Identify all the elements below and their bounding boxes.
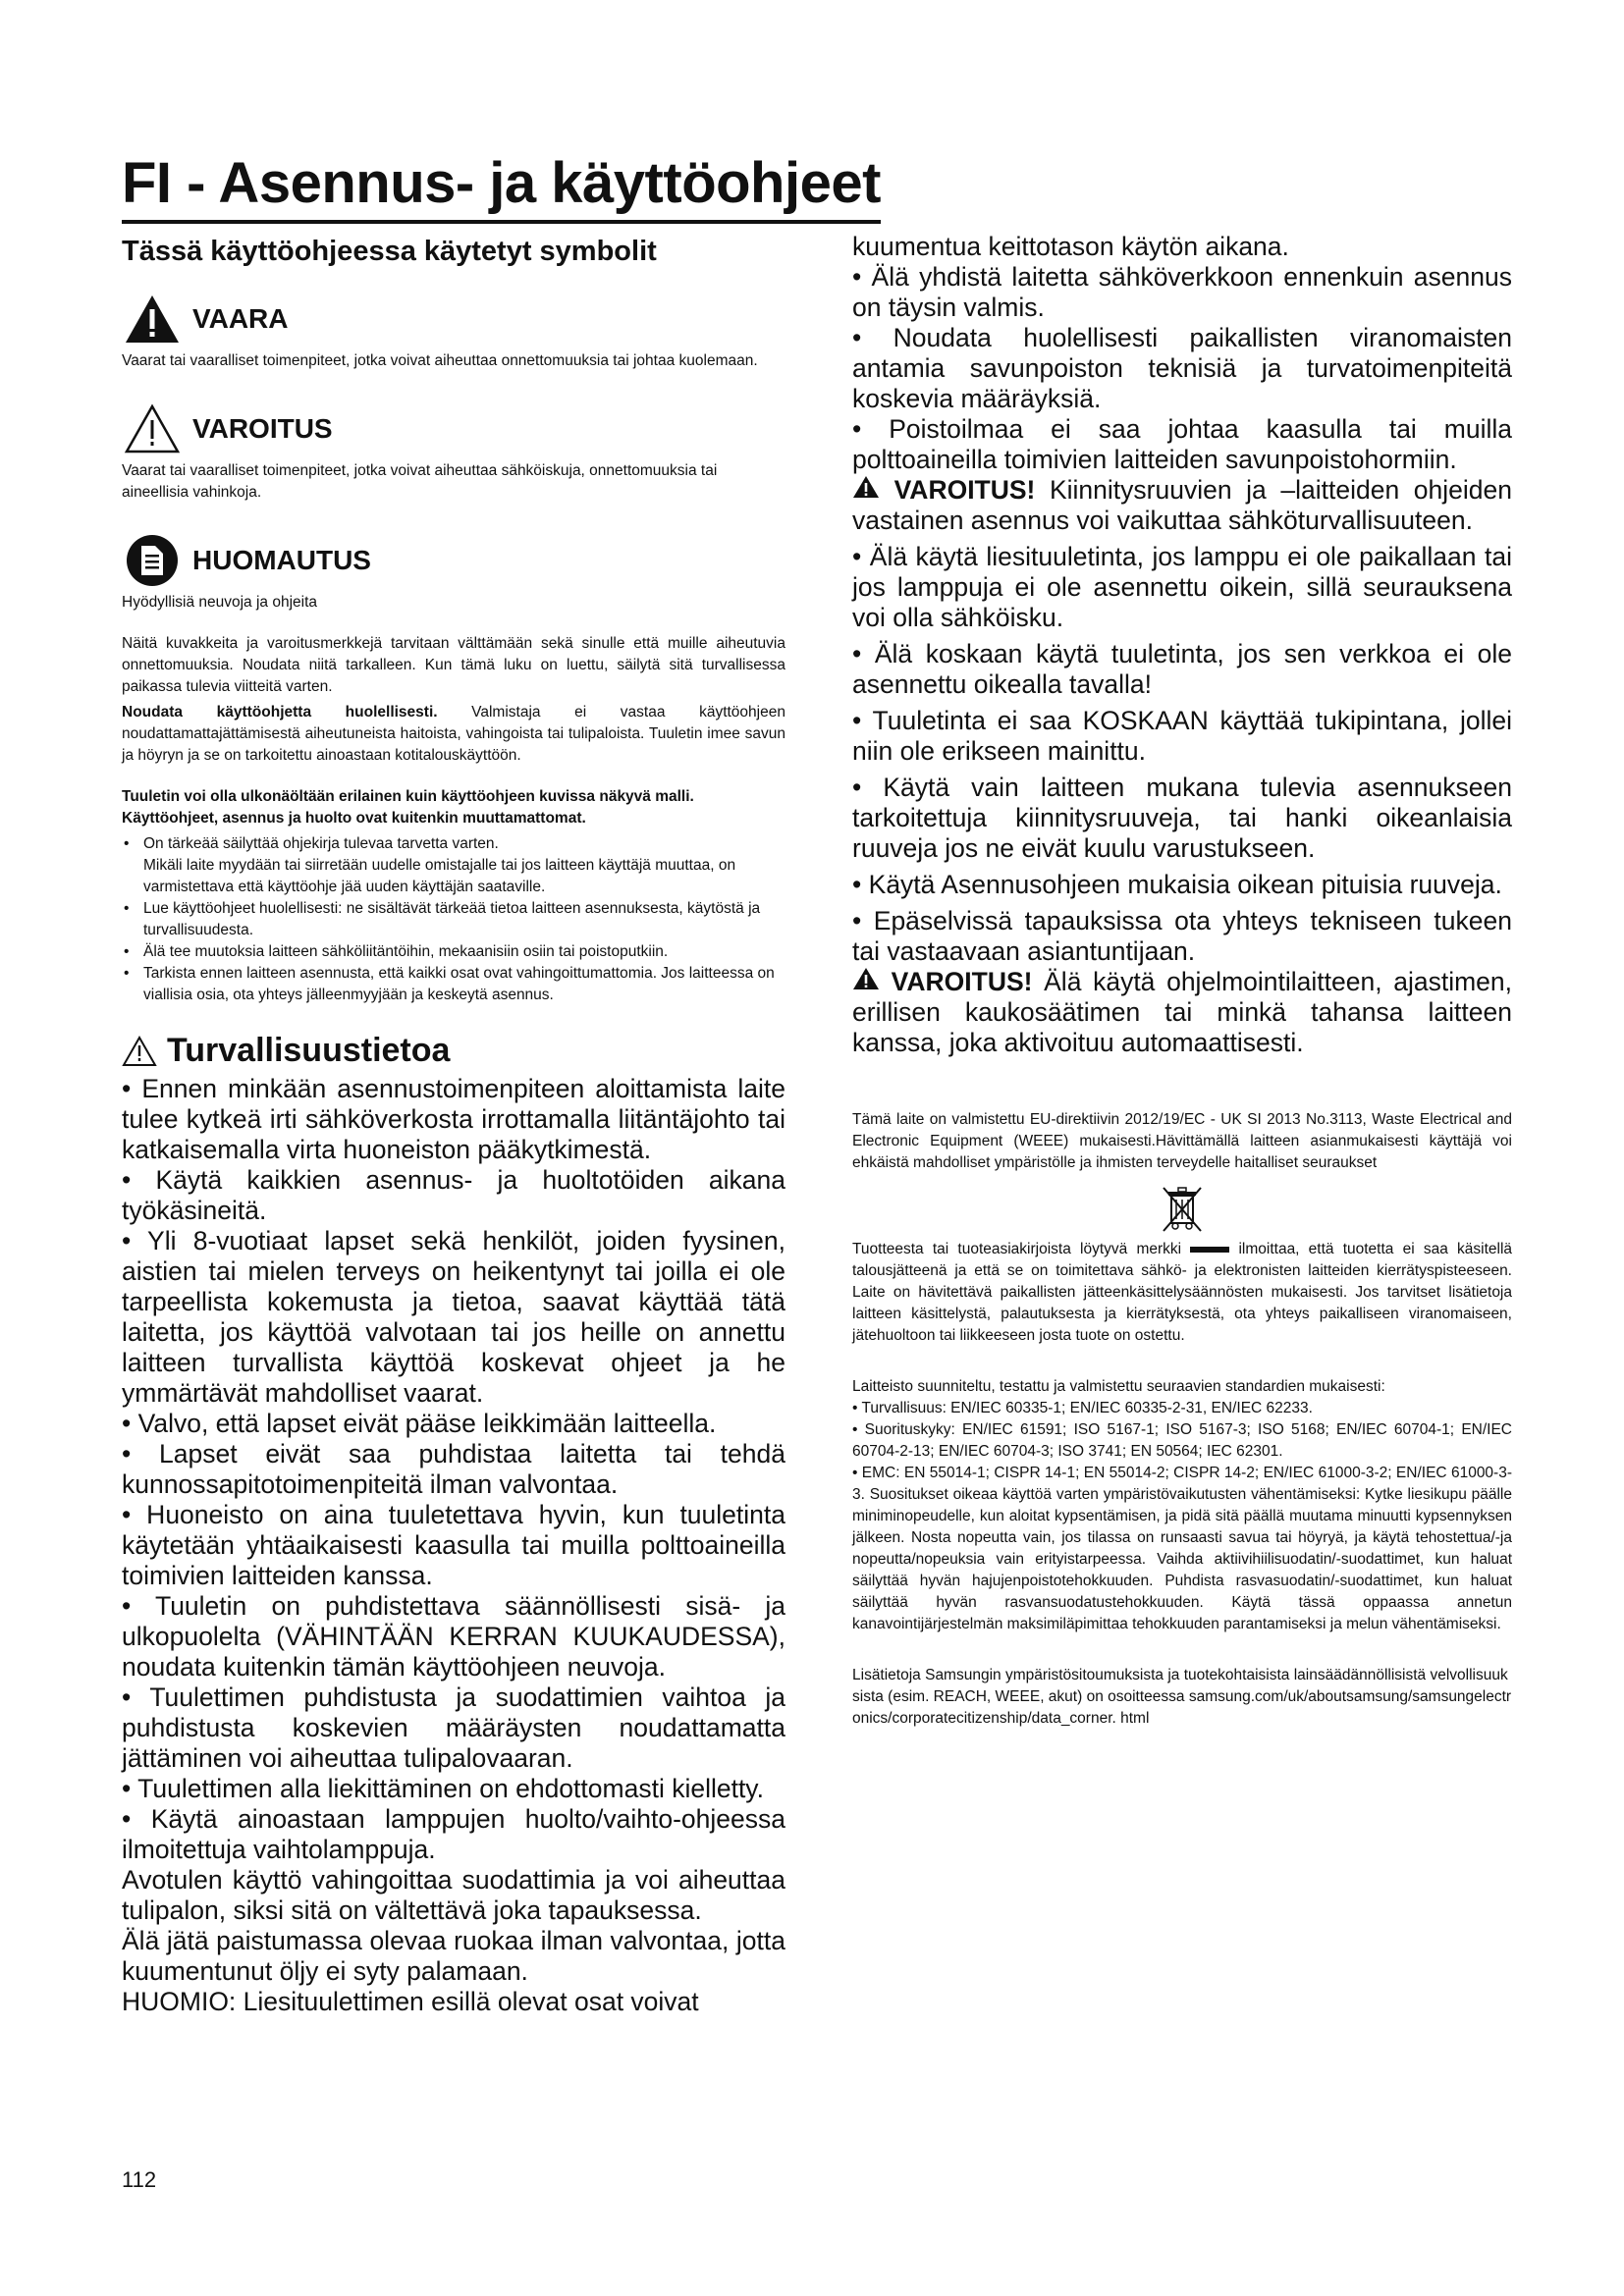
- note-label: HUOMAUTUS: [192, 545, 371, 575]
- danger-row: [122, 292, 785, 347]
- standards-item: • Turvallisuus: EN/IEC 60335-1; EN/IEC 60335-2-31, EN/IEC 62233.: [852, 1400, 1313, 1416]
- list-item: [122, 898, 785, 941]
- weee-symbol-wrap: [852, 1184, 1512, 1235]
- bullet-text: Tarkista ennen laitteen asennusta, että kaikki osat ovat vahingoittumattomia. Jos laitteessa on viallisia osia, ota yhteys jälleenmyyjään ja keskeytä asennus.: [143, 965, 775, 1003]
- safety-paragraph: • Tuuletin on puhdistettava säännöllisesti sisä- ja ulkopuolelta (VÄHINTÄÄN KERRAN KUUKAUDESSA), noudata kuitenkin tämän käyttöohjeen neuvoja.: [122, 1591, 785, 1682]
- model-note-line-1: Tuuletin voi olla ulkonäöltään erilainen kuin käyttöohjeen kuvissa näkyvä malli.: [122, 788, 694, 805]
- note-text: Hyödyllisiä neuvoja ja ohjeita: [122, 594, 318, 611]
- warning-icon: [852, 475, 880, 499]
- right-paragraph: • Käytä Asennusohjeen mukaisia oikean pituisia ruuveja.: [852, 870, 1502, 899]
- standards-item: • Suorituskyky: EN/IEC 61591; ISO 5167-1; ISO 5167-3; ISO 5168; EN/IEC 60704-1; EN/IEC 60704-2-13; EN/IEC 60704-3; ISO 3741; EN 50564; IEC 62301.: [852, 1421, 1512, 1460]
- weee-text-b: ilmoittaa, että tuotetta ei saa käsitellä talousjätteenä ja että se on toimitettava sähkö- ja elektronisten laitteiden kierrätyspisteeseen. Laite on hävitettävä paikallisten jätteenkäsittelysäännösten mukaisesti. Jos tarvitset lisätietoja laitteen käsittelystä, palautuksesta ja kierrätyksestä, ota yhteys paikalliseen viranomaiseen, jätehuoltoon tai liikkeeseen josta tuote on ostettu.: [852, 1241, 1513, 1344]
- caution-text: Vaarat tai vaaralliset toimenpiteet, jotka voivat aiheuttaa sähköiskuja, onnettomuuksia tai aineellisia vahinkoja.: [122, 462, 718, 501]
- intro-rest: Valmistaja ei vastaa käyttöohjeen noudattamattajättämisestä aiheutuneista haitoista, vahingoista tai tulipaloista. Tuuletin imee savun ja höyryn ja se on tarkoitettu ainoastaan kotitalouskäyttöön.: [122, 704, 785, 764]
- intro-paragraph-1: Näitä kuvakkeita ja varoitusmerkkejä tarvitaan välttämään sekä sinulle että muille aiheutuvia onnettomuuksia. Noudata niitä tarkalleen. Kun tämä luku on luettu, säilytä sitä turvallisessa paikassa tulevia viitteitä varten.: [122, 635, 785, 695]
- page-title: FI - Asennus- ja käyttöohjeet: [122, 149, 881, 224]
- crossed-bin-icon: [1160, 1184, 1205, 1235]
- left-column: [122, 236, 785, 2017]
- weee-text-a: Tuotteesta tai tuoteasiakirjoista löytyvä merkki: [852, 1241, 1182, 1257]
- right-paragraph: • Käytä vain laitteen mukana tulevia asennukseen tarkoitettuja kiinnitysruuveja, tai hanki oikeanlaisia ruuveja jos ne eivät kuulu varustukseen.: [852, 773, 1512, 863]
- bullet-text: On tärkeää säilyttää ohjekirja tulevaa tarvetta varten.: [143, 835, 499, 852]
- bullet-text: Älä tee muutoksia laitteen sähköliitäntöihin, mekaanisiin osiin tai poistoputkiin.: [143, 943, 669, 960]
- warning-text: Kiinnitysruuvien ja –laitteiden ohjeiden vastainen asennus voi vaikuttaa sähköturvallisuuteen.: [852, 475, 1512, 535]
- warning-label: VAROITUS!: [891, 967, 1033, 996]
- safety-paragraph: • Käytä ainoastaan lamppujen huolto/vaihto-ohjeessa ilmoitettuja vaihtolamppuja.: [122, 1804, 785, 1864]
- right-body-1: [852, 232, 1512, 1058]
- safety-paragraph: Avotulen käyttö vahingoittaa suodattimia ja voi aiheuttaa tulipalon, siksi sitä on vältettävä joka tapauksessa.: [122, 1865, 785, 1925]
- warning-icon: [852, 967, 880, 990]
- standards-intro: Laitteisto suunniteltu, testattu ja valmistettu seuraavien standardien mukaisesti:: [852, 1378, 1385, 1395]
- right-paragraph: • Älä käytä liesituuletinta, jos lamppu ei ole paikallaan tai jos lamppuja ei ole asennettu oikein, sillä seurauksena voi olla sähköisku.: [852, 542, 1512, 632]
- intro-bullets: [122, 833, 785, 1006]
- safety-paragraph: • Tuulettimen puhdistusta ja suodattimien vaihtoa ja puhdistusta koskevien määräysten noudattamatta jättäminen voi aiheuttaa tulipalovaaran.: [122, 1682, 785, 1773]
- intro-paragraph-2: [122, 702, 785, 767]
- weee-paragraph-1: Tämä laite on valmistettu EU-direktiivin 2012/19/EC - UK SI 2013 No.3113, Waste Electrical and Electronic Equipment (WEEE) mukaisesti.Hävittämällä laitteen asianmukaisesti käyttäjä voi ehkäistä mahdolliset ympäristölle ja ihmisten terveydelle haitalliset seuraukset: [852, 1111, 1512, 1171]
- danger-icon: [122, 292, 183, 347]
- standards-item: • EMC: EN 55014-1; CISPR 14-1; EN 55014-2; CISPR 14-2; EN/IEC 61000-3-2; EN/IEC 61000-3-3. Suositukset oikeaa käyttöä varten ympäristövaikutusten vähentämiseksi: Kytke liesikupu päälle miniminopeudelle, kun aloitat kypsentämisen, ja pidä sitä päällä muutama minuutti kypsennyksen jälkeen. Nosta nopeutta vain, jos tilassa on runsaasti savua tai höyryä, ja käytä tehostettua/-ja nopeutta/nopeuksia vain erityistarpeessa. Vaihda aktiivihiilisuodatin/-suodattimet, kun haluat säilyttää hyvän hajujenpoistotehokkuuden. Puhdista rasvasuodatin/-suodattimet, kun haluat säilyttää hyvän rasvansuodatustehokkuuden. Käytä tässä oppaassa annetun kanavointijärjestelmän maksimiläpimittaa tehokkuuden parantamiseksi ja melun vähentämiseksi.: [852, 1465, 1512, 1632]
- caution-icon: [122, 1036, 157, 1067]
- symbols-heading: Tässä käyttöohjeessa käytetyt symbolit: [122, 236, 657, 267]
- warning-paragraph-1: [852, 475, 1512, 536]
- warning-label: VAROITUS!: [893, 475, 1036, 505]
- model-note-line-2: Käyttöohjeet, asennus ja huolto ovat kuitenkin muuttamattomat.: [122, 810, 586, 827]
- safety-paragraph: • Yli 8-vuotiaat lapset sekä henkilöt, joiden fyysinen, aistien tai mielen terveys on heikentynyt tai joilla ei ole tarpeellista kokemusta ja tietoa, saavat käyttää tätä laitetta, jos käyttöä valvotaan tai jos heille on annettu laitteen turvallista käyttöä koskevat ohjeet ja he ymmärtävät mahdolliset vaarat.: [122, 1226, 785, 1408]
- safety-paragraph: • Ennen minkään asennustoimenpiteen aloittamista laite tulee kytkeä irti sähköverkosta irrottamalla liitäntäjohto tai katkaisemalla virta huoneiston pääkytkimestä.: [122, 1074, 785, 1164]
- safety-paragraph: • Lapset eivät saa puhdistaa laitetta tai tehdä kunnossapitotoimenpiteitä ilman valvontaa.: [122, 1439, 785, 1499]
- weee-paragraph-2: [852, 1239, 1512, 1347]
- caution-icon: [122, 401, 183, 456]
- note-row: [122, 533, 785, 588]
- model-note: [122, 786, 785, 829]
- bullet-text: Lue käyttöohjeet huolellisesti: ne sisältävät tärkeää tietoa laitteen asennuksesta, käytöstä ja turvallisuudesta.: [143, 900, 761, 938]
- weee-bar-icon: [1190, 1247, 1229, 1253]
- safety-heading-row: [122, 1032, 785, 1070]
- right-paragraph: • Älä yhdistä laitetta sähköverkkoon ennenkuin asennus on täysin valmis.: [852, 262, 1512, 322]
- right-column: [852, 232, 1512, 1730]
- safety-body: [122, 1074, 785, 2017]
- intro-bold: Noudata käyttöohjetta huolellisesti.: [122, 704, 438, 721]
- right-paragraph: • Älä koskaan käytä tuuletinta, jos sen verkkoa ei ole asennettu oikealla tavalla!: [852, 639, 1512, 699]
- right-paragraph: kuumentua keittotason käytön aikana.: [852, 232, 1289, 261]
- safety-paragraph: • Valvo, että lapset eivät pääse leikkimään laitteella.: [122, 1409, 717, 1438]
- right-paragraph: • Poistoilmaa ei saa johtaa kaasulla tai muilla polttoaineilla toimivien laitteiden savunpoistohormiin.: [852, 414, 1512, 474]
- safety-paragraph: • Tuulettimen alla liekittäminen on ehdottomasti kielletty.: [122, 1774, 764, 1803]
- bullet-cont: Mikäli laite myydään tai siirretään uudelle omistajalle tai jos laitteen käyttäjä muuttaa, on varmistettava että käyttöohje jää uuden käyttäjän saataville.: [143, 857, 736, 895]
- safety-paragraph: HUOMIO: Liesituulettimen esillä olevat osat voivat: [122, 1987, 699, 2016]
- samsung-info: Lisätietoja Samsungin ympäristösitoumuksista ja tuotekohtaisista lainsäädännöllisistä velvollisuuksista (esim. REACH, WEEE, akut) on osoitteessa samsung.com/uk/aboutsamsung/samsungelectronics/corporatecitizenship/data_corner. html: [852, 1667, 1512, 1727]
- safety-paragraph: • Huoneisto on aina tuuletettava hyvin, kun tuuletinta käytetään yhtäaikaisesti kaasulla tai muilla polttoaineilla toimivien laitteiden kanssa.: [122, 1500, 785, 1590]
- right-paragraph: • Epäselvissä tapauksissa ota yhteys tekniseen tukeen tai vastaavaan asiantuntijaan.: [852, 906, 1512, 966]
- safety-heading: Turvallisuustietoa: [167, 1032, 451, 1069]
- note-icon: [122, 533, 183, 588]
- caution-row: [122, 401, 785, 456]
- danger-text: Vaarat tai vaaralliset toimenpiteet, jotka voivat aiheuttaa onnettomuuksia tai johtaa kuolemaan.: [122, 352, 758, 369]
- right-paragraph: • Noudata huolellisesti paikallisten viranomaisten antamia savunpoiston teknisiä ja turvatoimenpiteitä koskevia määräyksiä.: [852, 323, 1512, 413]
- list-item: [122, 941, 785, 963]
- safety-paragraph: • Käytä kaikkien asennus- ja huoltotöiden aikana työkäsineitä.: [122, 1165, 785, 1225]
- right-paragraph: • Tuuletinta ei saa KOSKAAN käyttää tukipintana, jollei niin ole erikseen mainittu.: [852, 706, 1512, 766]
- list-item: [122, 963, 785, 1006]
- warning-text: Älä käytä ohjelmointilaitteen, ajastimen, erillisen kaukosäätimen tai minkä tahansa laitteen kanssa, joka aktivoituu automaattisesti.: [852, 967, 1513, 1057]
- page-number: 112: [122, 2167, 157, 2192]
- caution-label: VAROITUS: [192, 413, 333, 444]
- warning-paragraph-2: [852, 967, 1512, 1058]
- list-item: [122, 833, 785, 898]
- safety-paragraph: Älä jätä paistumassa olevaa ruokaa ilman valvontaa, jotta kuumentunut öljy ei syty palamaan.: [122, 1926, 785, 1986]
- danger-label: VAARA: [192, 303, 289, 334]
